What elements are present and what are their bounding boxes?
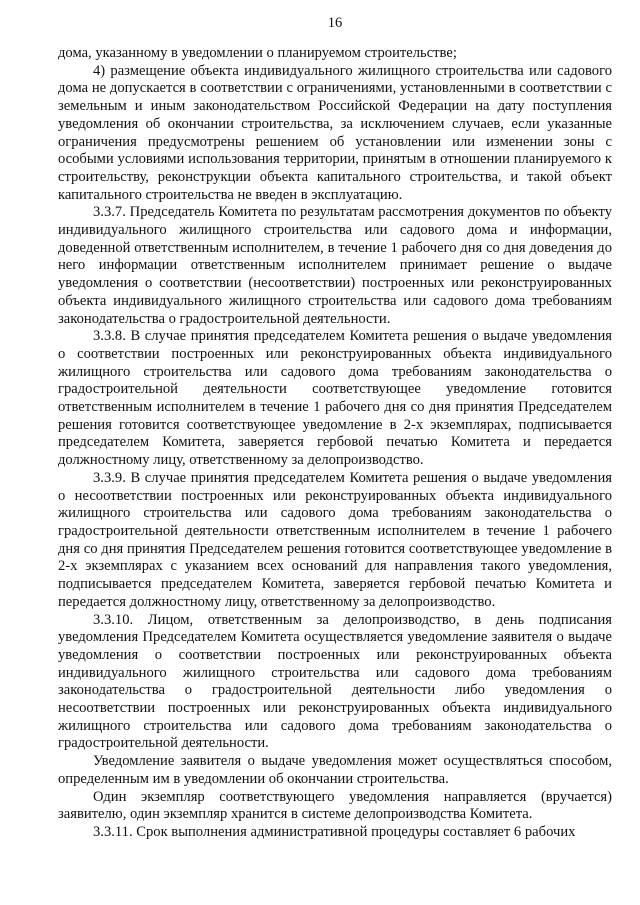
page-number: 16: [327, 15, 343, 31]
paragraph-3-3-7: 3.3.7. Председатель Комитета по результатам рассмотрения документов по объекту индивидуального жилищного строительства или садового дома и информации, доведенной ответственным исполнителем, в течение 1 рабочего дня со дня доведения до него информации ответственным исполнителем принимает решение о выдаче уведомления о соответствии (несоответствии) построенных или реконструированных объекта индивидуального жилищного строительства или садового дома требованиям законодательства о градостроительной деятельности.: [58, 204, 612, 327]
paragraph-continuation: дома, указанному в уведомлении о планируемом строительстве;: [58, 45, 457, 61]
paragraph-3-3-10: 3.3.10. Лицом, ответственным за делопроизводство, в день подписания уведомления Председателем Комитета осуществляется уведомление заявителя о выдаче уведомления о соответствии построенных или реконструированных объекта индивидуального жилищного строительства или садового дома требованиям законодательства о градостроительной деятельности либо уведомления о несоответствии построенных или реконструированных объекта индивидуального жилищного строительства или садового дома требованиям законодательства о градостроительной деятельности.: [58, 611, 612, 752]
paragraph-copies: Один экземпляр соответствующего уведомления направляется (вручается) заявителю, один экземпляр хранится в системе делопроизводства Комитета.: [58, 788, 612, 823]
paragraph-3-3-11: 3.3.11. Срок выполнения административной процедуры составляет 6 рабочих: [93, 823, 576, 840]
paragraph-notification-method: Уведомление заявителя о выдаче уведомления может осуществляться способом, определенным им в уведомлении об окончании строительства.: [58, 753, 612, 787]
document-body: [58, 45, 612, 842]
paragraph-3-3-8: 3.3.8. В случае принятия председателем Комитета решения о выдаче уведомления о соответствии построенных или реконструированных объекта индивидуального жилищного строительства или садового дома требованиям законодательства о градостроительной деятельности соответствующее уведомление готовится ответственным исполнителем в течение 1 рабочего дня со дня принятия Председателем решения готовится соответствующее уведомление в 2-х экземплярах, подписывается председателем Комитета, заверяется гербовой печатью Комитета и передается должностному лицу, ответственному за делопроизводство.: [58, 328, 612, 469]
paragraph-item-4: 4) размещение объекта индивидуального жилищного строительства или садового дома не допускается в соответствии с ограничениями, установленными в соответствии с земельным и иным законодательством Российской Федерации на дату поступления уведомления об окончании строительства, за исключением случаев, если указанные ограничения предусмотрены решением об установлении или изменении зоны с особыми условиями использования территории, принятым в отношении планируемого к строительству, реконструкции объекта капитального строительства, и такой объект капитального строительства не введен в эксплуатацию.: [58, 62, 612, 203]
paragraph-3-3-9: 3.3.9. В случае принятия председателем Комитета решения о выдаче уведомления о несоответствии построенных или реконструированных объекта индивидуального жилищного строительства или садового дома требованиям законодательства о градостроительной деятельности ответственным исполнителем в течение 1 рабочего дня со дня принятия Председателем решения готовится соответствующее уведомление в 2-х экземплярах с указанием всех оснований для направления такого уведомления, подписывается председателем Комитета, заверяется гербовой печатью Комитета и передается должностному лицу, ответственному за делопроизводство.: [58, 469, 612, 610]
